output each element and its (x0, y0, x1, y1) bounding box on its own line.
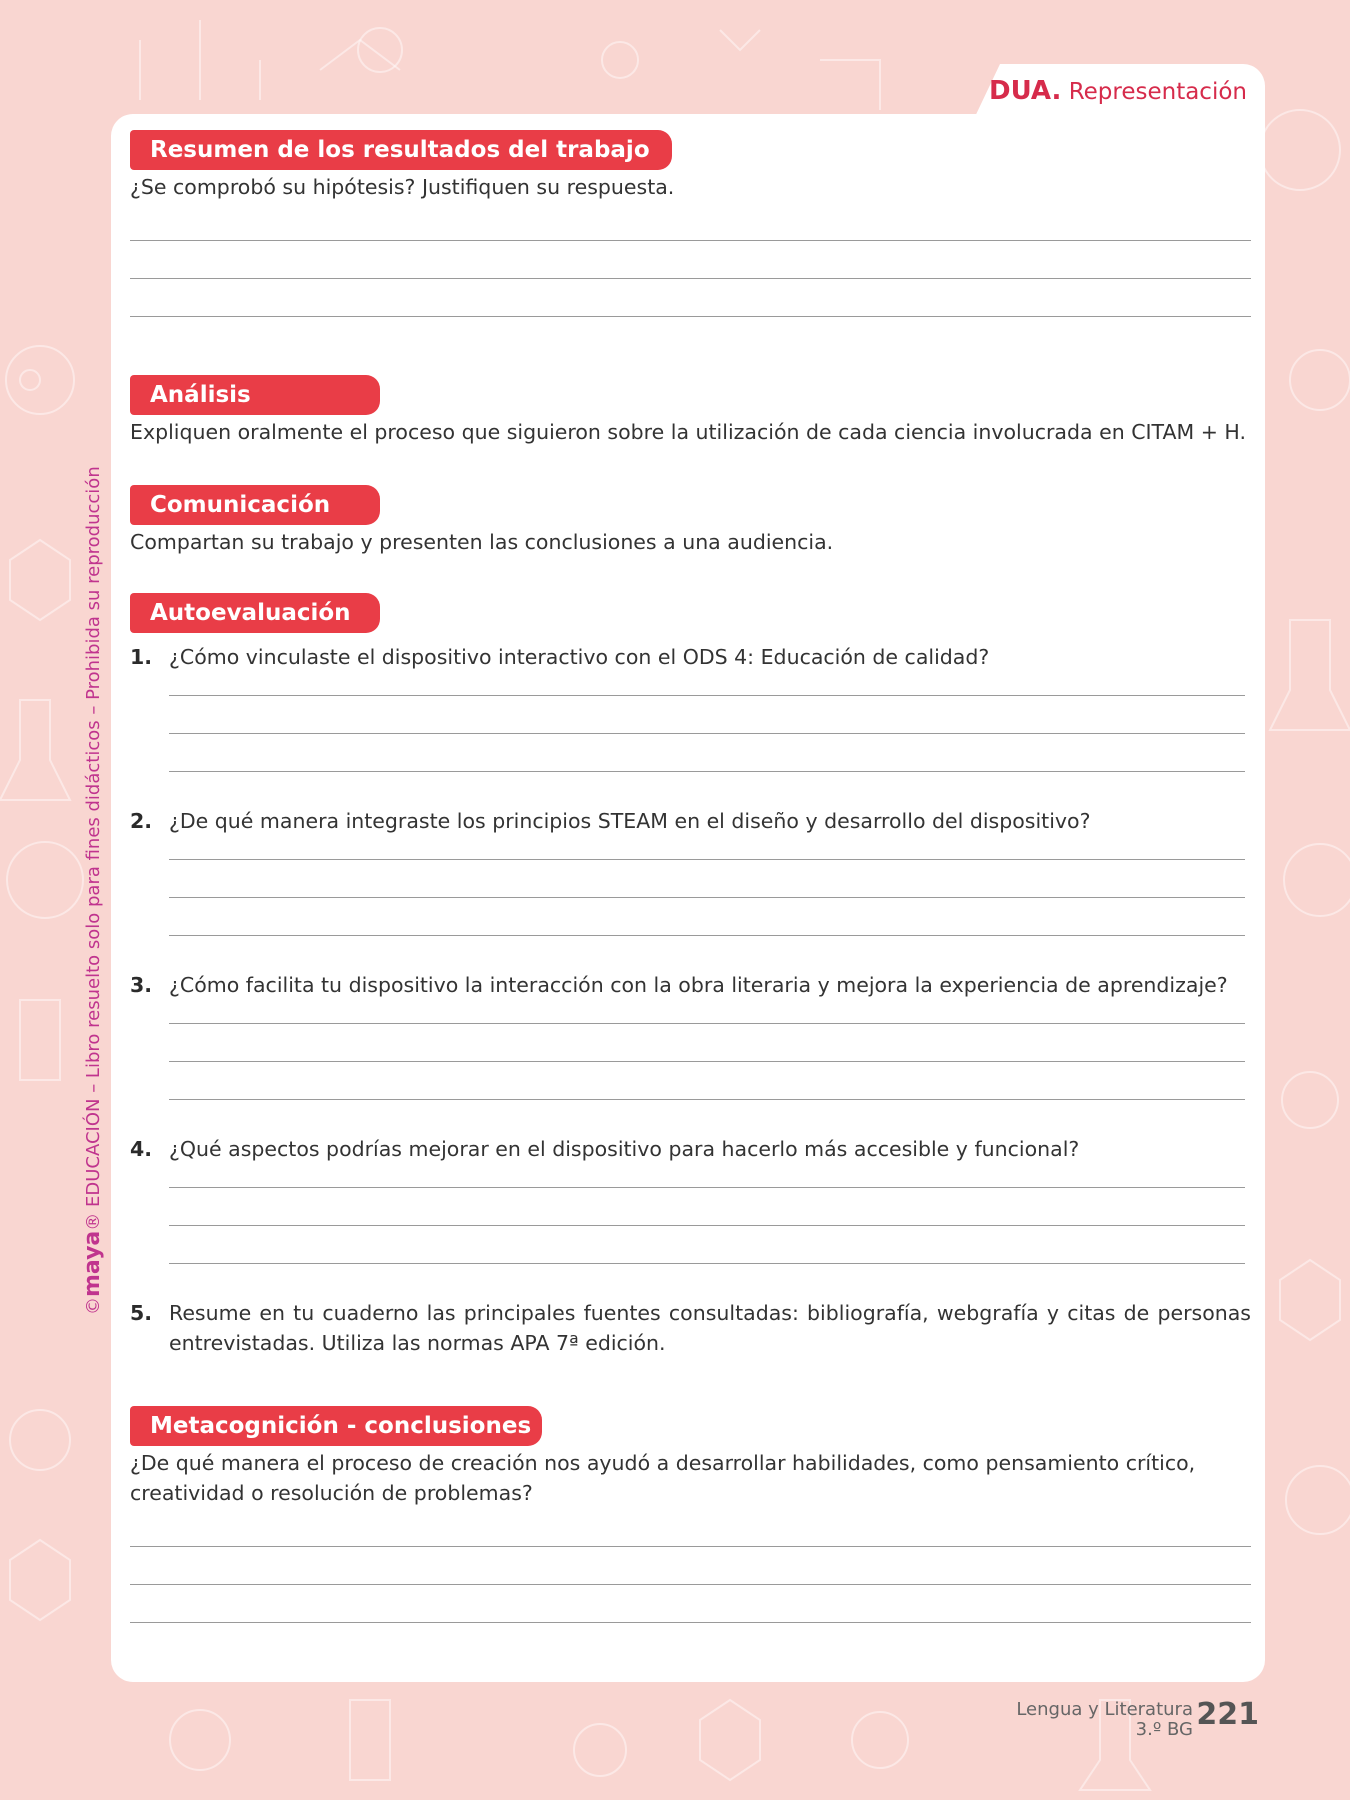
copyright-sidebar (80, 466, 105, 1315)
page-number: 221 (1196, 1697, 1259, 1732)
resumen-prompt: ¿Se comprobó su hipótesis? Justifiquen su respuesta. (130, 175, 675, 199)
analisis-prompt: Expliquen oralmente el proceso que siguieron sobre la utilización de cada ciencia involucrada en CITAM + H. (130, 420, 1246, 444)
question-number: 4. (130, 1137, 153, 1161)
question-item (130, 642, 1251, 772)
section-autoevaluacion (130, 593, 1251, 633)
dua-bold: DUA. (988, 76, 1062, 106)
answer-line[interactable] (130, 1546, 1251, 1547)
answer-line[interactable] (130, 1584, 1251, 1585)
answer-line[interactable] (169, 733, 1245, 734)
answer-line[interactable] (130, 240, 1251, 241)
question-number: 2. (130, 809, 153, 833)
answer-line[interactable] (169, 897, 1245, 898)
answer-line[interactable] (169, 1099, 1245, 1100)
section-resumen (130, 130, 1251, 317)
footer-subject (1016, 1700, 1193, 1740)
footer-subject-text: Lengua y Literatura (1016, 1699, 1193, 1720)
question-text: ¿Cómo facilita tu dispositivo la interacción con la obra literaria y mejora la experiencia de aprendizaje? (169, 973, 1228, 997)
answer-line[interactable] (169, 1187, 1245, 1188)
question-text: ¿De qué manera integraste los principios STEAM en el diseño y desarrollo del dispositivo? (169, 809, 1091, 833)
copyright-text: ® EDUCACIÓN – Libro resuelto solo para fines didácticos – Prohibida su reproducción (83, 466, 104, 1231)
answer-line[interactable] (169, 1225, 1245, 1226)
answer-line[interactable] (169, 935, 1245, 936)
question-item (130, 970, 1251, 1100)
section-title-resumen: Resumen de los resultados del trabajo (130, 130, 672, 170)
dua-label (989, 76, 1247, 106)
question-text: Resume en tu cuaderno las principales fuentes consultadas: bibliografía, webgrafía y citas de personas entrevistadas. Utiliza las normas APA 7ª edición. (169, 1301, 1251, 1355)
question-item (130, 806, 1251, 936)
answer-line[interactable] (130, 1622, 1251, 1623)
dua-representation: Representación (1068, 79, 1247, 105)
section-title-autoevaluacion: Autoevaluación (130, 593, 380, 633)
answer-line[interactable] (169, 1023, 1245, 1024)
answer-line[interactable] (169, 1061, 1245, 1062)
answer-line[interactable] (169, 1263, 1245, 1264)
answer-line[interactable] (130, 278, 1251, 279)
brand-logo-text: maya (80, 1230, 105, 1297)
answer-line[interactable] (169, 771, 1245, 772)
question-item (130, 1298, 1251, 1358)
answer-line[interactable] (169, 695, 1245, 696)
section-title-metacognicion: Metacognición - conclusiones (130, 1406, 542, 1446)
question-item (130, 1134, 1251, 1264)
question-number: 5. (130, 1301, 153, 1325)
section-title-analisis: Análisis (130, 375, 380, 415)
question-text: ¿Qué aspectos podrías mejorar en el dispositivo para hacerlo más accesible y funcional? (169, 1137, 1080, 1161)
section-metacognicion (130, 1406, 1251, 1623)
section-analisis (130, 375, 1251, 447)
section-title-comunicacion: Comunicación (130, 485, 380, 525)
footer-grade-text: 3.º BG (1135, 1719, 1193, 1740)
question-number: 1. (130, 645, 153, 669)
question-text: ¿Cómo vinculaste el dispositivo interactivo con el ODS 4: Educación de calidad? (169, 645, 990, 669)
question-number: 3. (130, 973, 153, 997)
copyright-symbol: © (83, 1297, 104, 1315)
answer-line[interactable] (130, 316, 1251, 317)
comunicacion-prompt: Compartan su trabajo y presenten las conclusiones a una audiencia. (130, 530, 834, 554)
section-comunicacion (130, 485, 1251, 557)
metacognicion-prompt: ¿De qué manera el proceso de creación nos ayudó a desarrollar habilidades, como pensamiento crítico, creatividad o resolución de problemas? (130, 1451, 1196, 1505)
answer-line[interactable] (169, 859, 1245, 860)
